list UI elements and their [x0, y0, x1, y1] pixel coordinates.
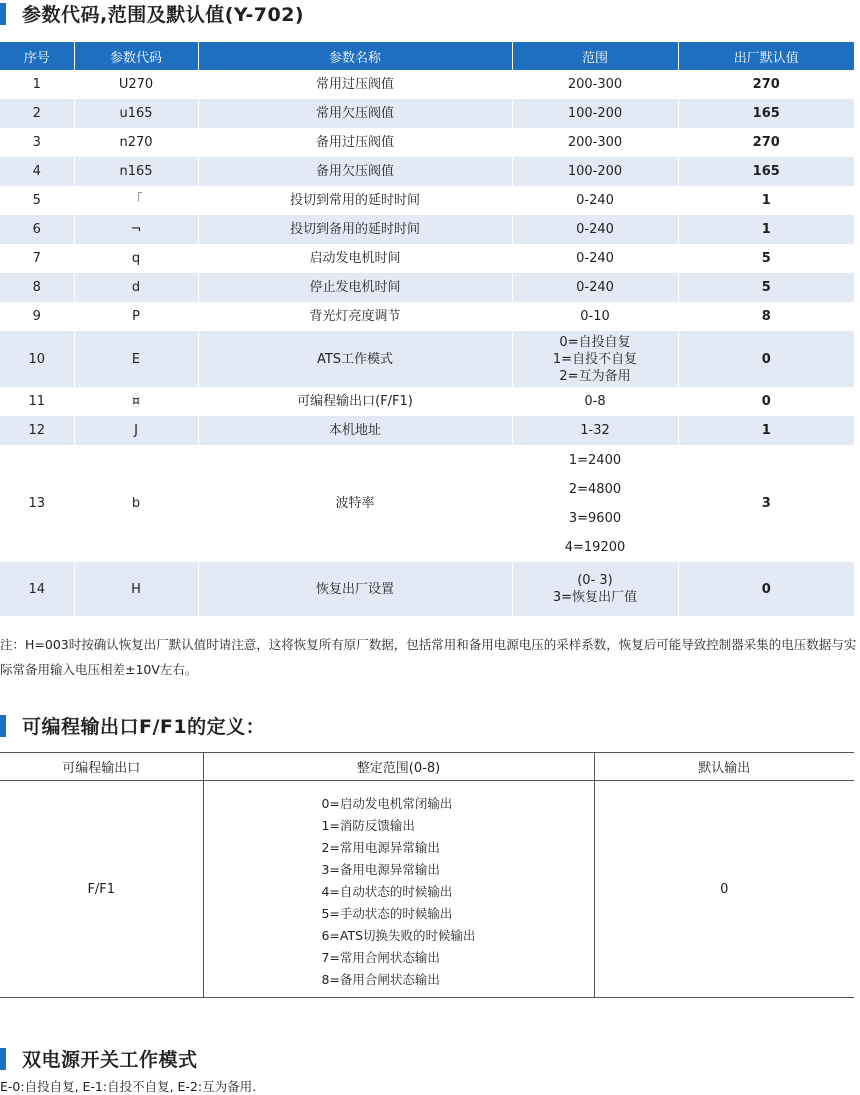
params-row: [0, 562, 854, 616]
params-row: [0, 244, 854, 273]
no-cell: 2: [0, 99, 74, 128]
no-cell: 3: [0, 128, 74, 157]
code-cell: q: [74, 244, 198, 273]
params-header-row: [0, 42, 854, 70]
code-cell: U270: [74, 70, 198, 99]
section-title: 参数代码,范围及默认值(Y-702): [22, 4, 305, 26]
no-cell: 11: [0, 387, 74, 416]
options-list: [321, 781, 475, 997]
range-cell: [512, 445, 678, 562]
header-setting-range: 整定范围(0-8): [203, 753, 594, 781]
range-line: 200-300: [567, 77, 623, 92]
header-no: 序号: [0, 42, 74, 70]
params-row: [0, 215, 854, 244]
range-cell: [512, 562, 678, 616]
code-cell: d: [74, 273, 198, 302]
range-line: 3=9600: [568, 510, 622, 526]
default-cell: 3: [678, 445, 854, 562]
section-marker: [0, 3, 6, 25]
default-cell: 1: [678, 215, 854, 244]
code-cell: 「: [74, 186, 198, 215]
range-line: 3=恢复出厂值: [552, 590, 638, 605]
no-cell: 6: [0, 215, 74, 244]
default-cell: 5: [678, 273, 854, 302]
range-cell: [512, 273, 678, 302]
no-cell: 9: [0, 302, 74, 331]
range-cell: [512, 331, 678, 387]
no-cell: 5: [0, 186, 74, 215]
params-row: [0, 70, 854, 99]
name-cell: ATS工作模式: [198, 331, 512, 387]
name-cell: 可编程输出口(F/F1): [198, 387, 512, 416]
code-cell: b: [74, 445, 198, 562]
params-table: [0, 42, 854, 616]
range-line: 2=4800: [568, 481, 622, 497]
range-line: 0-240: [576, 193, 614, 208]
option-item: 6=ATS切换失败的时候输出: [321, 928, 476, 943]
section-header-params: [0, 0, 304, 27]
option-item: 3=备用电源异常输出: [321, 862, 440, 877]
range-cell: [512, 244, 678, 273]
option-item: 2=常用电源异常输出: [321, 840, 440, 855]
params-row: [0, 157, 854, 186]
section-header-fdef: [0, 712, 265, 739]
header-port: 可编程输出口: [0, 753, 203, 781]
name-cell: 备用过压阀值: [198, 128, 512, 157]
no-cell: 14: [0, 562, 74, 616]
no-cell: 8: [0, 273, 74, 302]
range-line: 100-200: [567, 106, 623, 121]
f-definition-table: [0, 752, 854, 998]
code-cell: ¤: [74, 387, 198, 416]
port-cell: F/F1: [0, 781, 203, 998]
params-row: [0, 445, 854, 562]
default-cell: 0: [678, 562, 854, 616]
section-marker: [0, 715, 6, 737]
code-cell: n165: [74, 157, 198, 186]
option-item: 1=消防反馈输出: [321, 818, 415, 833]
default-cell: 270: [678, 128, 854, 157]
range-line: 0-8: [584, 394, 606, 409]
range-line: 1-32: [580, 423, 610, 438]
section-header-mode: [0, 1045, 198, 1072]
range-cell: [512, 99, 678, 128]
range-cell: [512, 416, 678, 445]
mode-description: E-0:自投自复, E-1:自投不自复, E-2:互为备用.: [0, 1079, 257, 1094]
params-row: [0, 387, 854, 416]
range-line: 100-200: [567, 164, 623, 179]
no-cell: 10: [0, 331, 74, 387]
section-title: 双电源开关工作模式: [22, 1049, 198, 1071]
no-cell: 12: [0, 416, 74, 445]
range-line: 2=互为备用: [559, 368, 631, 384]
default-output-cell: 0: [720, 881, 729, 897]
option-item: 8=备用合闸状态输出: [321, 972, 440, 987]
default-cell: 0: [678, 331, 854, 387]
name-cell: 停止发电机时间: [198, 273, 512, 302]
no-cell: 1: [0, 70, 74, 99]
option-item: 4=自动状态的时候输出: [321, 884, 453, 899]
range-cell: [512, 128, 678, 157]
range-line: 0-240: [576, 280, 614, 295]
option-item: 7=常用合闸状态输出: [321, 950, 440, 965]
default-cell: 5: [678, 244, 854, 273]
range-cell: [512, 302, 678, 331]
range-line: 0-240: [576, 251, 614, 266]
params-row: [0, 302, 854, 331]
name-cell: 常用欠压阀值: [198, 99, 512, 128]
range-line: 0-10: [580, 309, 610, 324]
name-cell: 恢复出厂设置: [198, 562, 512, 616]
name-cell: 波特率: [198, 445, 512, 562]
range-line: 4=19200: [564, 539, 626, 555]
section-title: 可编程输出口F/F1的定义：: [22, 716, 266, 738]
code-cell: J: [74, 416, 198, 445]
options-cell: [203, 781, 594, 998]
name-cell: 投切到常用的延时时间: [198, 186, 512, 215]
option-item: 5=手动状态的时候输出: [321, 906, 453, 921]
name-cell: 启动发电机时间: [198, 244, 512, 273]
code-cell: H: [74, 562, 198, 616]
default-cell: 270: [678, 70, 854, 99]
default-cell: 1: [678, 186, 854, 215]
header-default-output: 默认输出: [594, 753, 854, 781]
name-cell: 投切到备用的延时时间: [198, 215, 512, 244]
range-line: 0=自投自复: [559, 334, 631, 350]
default-cell: 165: [678, 99, 854, 128]
code-cell: ¬: [74, 215, 198, 244]
params-row: [0, 331, 854, 387]
f-header-row: [0, 753, 854, 781]
params-row: [0, 273, 854, 302]
range-cell: [512, 387, 678, 416]
no-cell: 7: [0, 244, 74, 273]
no-cell: 13: [0, 445, 74, 562]
name-cell: 常用过压阀值: [198, 70, 512, 99]
name-cell: 本机地址: [198, 416, 512, 445]
range-line: 0-240: [576, 222, 614, 237]
range-cell: [512, 70, 678, 99]
range-line: (0- 3): [577, 573, 613, 588]
range-cell: [512, 157, 678, 186]
range-cell: [512, 215, 678, 244]
header-range: 范围: [512, 42, 678, 70]
default-cell: 1: [678, 416, 854, 445]
note-text: 注：H=003时按确认恢复出厂默认值时请注意，这将恢复所有原厂数据，包括常用和备用电源电压的采样系数，恢复后可能导致控制器采集的电压数据与实际常备用输入电压相差±10V左右。: [0, 637, 857, 677]
code-cell: n270: [74, 128, 198, 157]
name-cell: 备用欠压阀值: [198, 157, 512, 186]
params-row: [0, 99, 854, 128]
section-marker: [0, 1048, 6, 1070]
range-cell: [512, 186, 678, 215]
params-row: [0, 416, 854, 445]
params-row: [0, 128, 854, 157]
option-item: 0=启动发电机常闭输出: [321, 796, 453, 811]
f-row: [0, 781, 854, 998]
code-cell: E: [74, 331, 198, 387]
code-cell: P: [74, 302, 198, 331]
default-cell: 8: [678, 302, 854, 331]
header-code: 参数代码: [74, 42, 198, 70]
range-line: 200-300: [567, 135, 623, 150]
no-cell: 4: [0, 157, 74, 186]
range-line: 1=2400: [568, 452, 622, 468]
code-cell: u165: [74, 99, 198, 128]
params-row: [0, 186, 854, 215]
header-default: 出厂默认值: [678, 42, 854, 70]
name-cell: 背光灯亮度调节: [198, 302, 512, 331]
range-line: 1=自投不自复: [552, 351, 638, 367]
default-cell: 165: [678, 157, 854, 186]
default-cell: 0: [678, 387, 854, 416]
header-name: 参数名称: [198, 42, 512, 70]
